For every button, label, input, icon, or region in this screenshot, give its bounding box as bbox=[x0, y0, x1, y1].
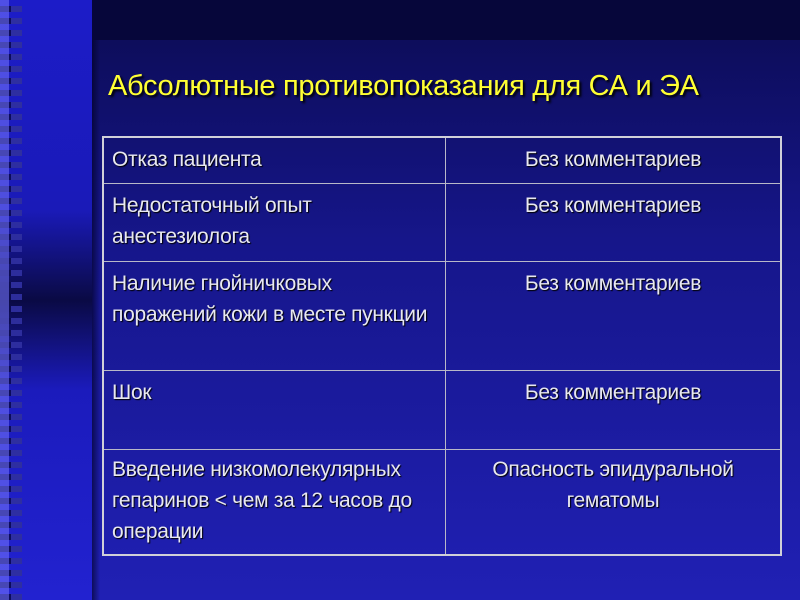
condition-cell: Наличие гнойничковых поражений кожи в месте пункции bbox=[103, 262, 446, 371]
table-row bbox=[103, 262, 781, 371]
note-cell: Без комментариев bbox=[446, 371, 782, 450]
condition-cell: Шок bbox=[103, 371, 446, 450]
note-cell: Без комментариев bbox=[446, 184, 782, 262]
table-row bbox=[103, 184, 781, 262]
note-cell: Без комментариев bbox=[446, 137, 782, 184]
note-cell: Без комментариев bbox=[446, 262, 782, 371]
top-band bbox=[92, 0, 800, 40]
table-row bbox=[103, 450, 781, 556]
table-row bbox=[103, 371, 781, 450]
note-cell: Опасность эпидуральной гематомы bbox=[446, 450, 782, 556]
contraindications-table bbox=[102, 136, 782, 556]
decorative-squares-offset bbox=[11, 6, 22, 600]
condition-cell: Отказ пациента bbox=[103, 137, 446, 184]
table-row bbox=[103, 137, 781, 184]
condition-cell: Недостаточный опыт анестезиолога bbox=[103, 184, 446, 262]
condition-cell: Введение низкомолекулярных гепаринов < чем за 12 часов до операции bbox=[103, 450, 446, 556]
slide-title: Абсолютные противопоказания для СА и ЭА bbox=[108, 70, 699, 102]
strip-shadow bbox=[92, 0, 100, 600]
